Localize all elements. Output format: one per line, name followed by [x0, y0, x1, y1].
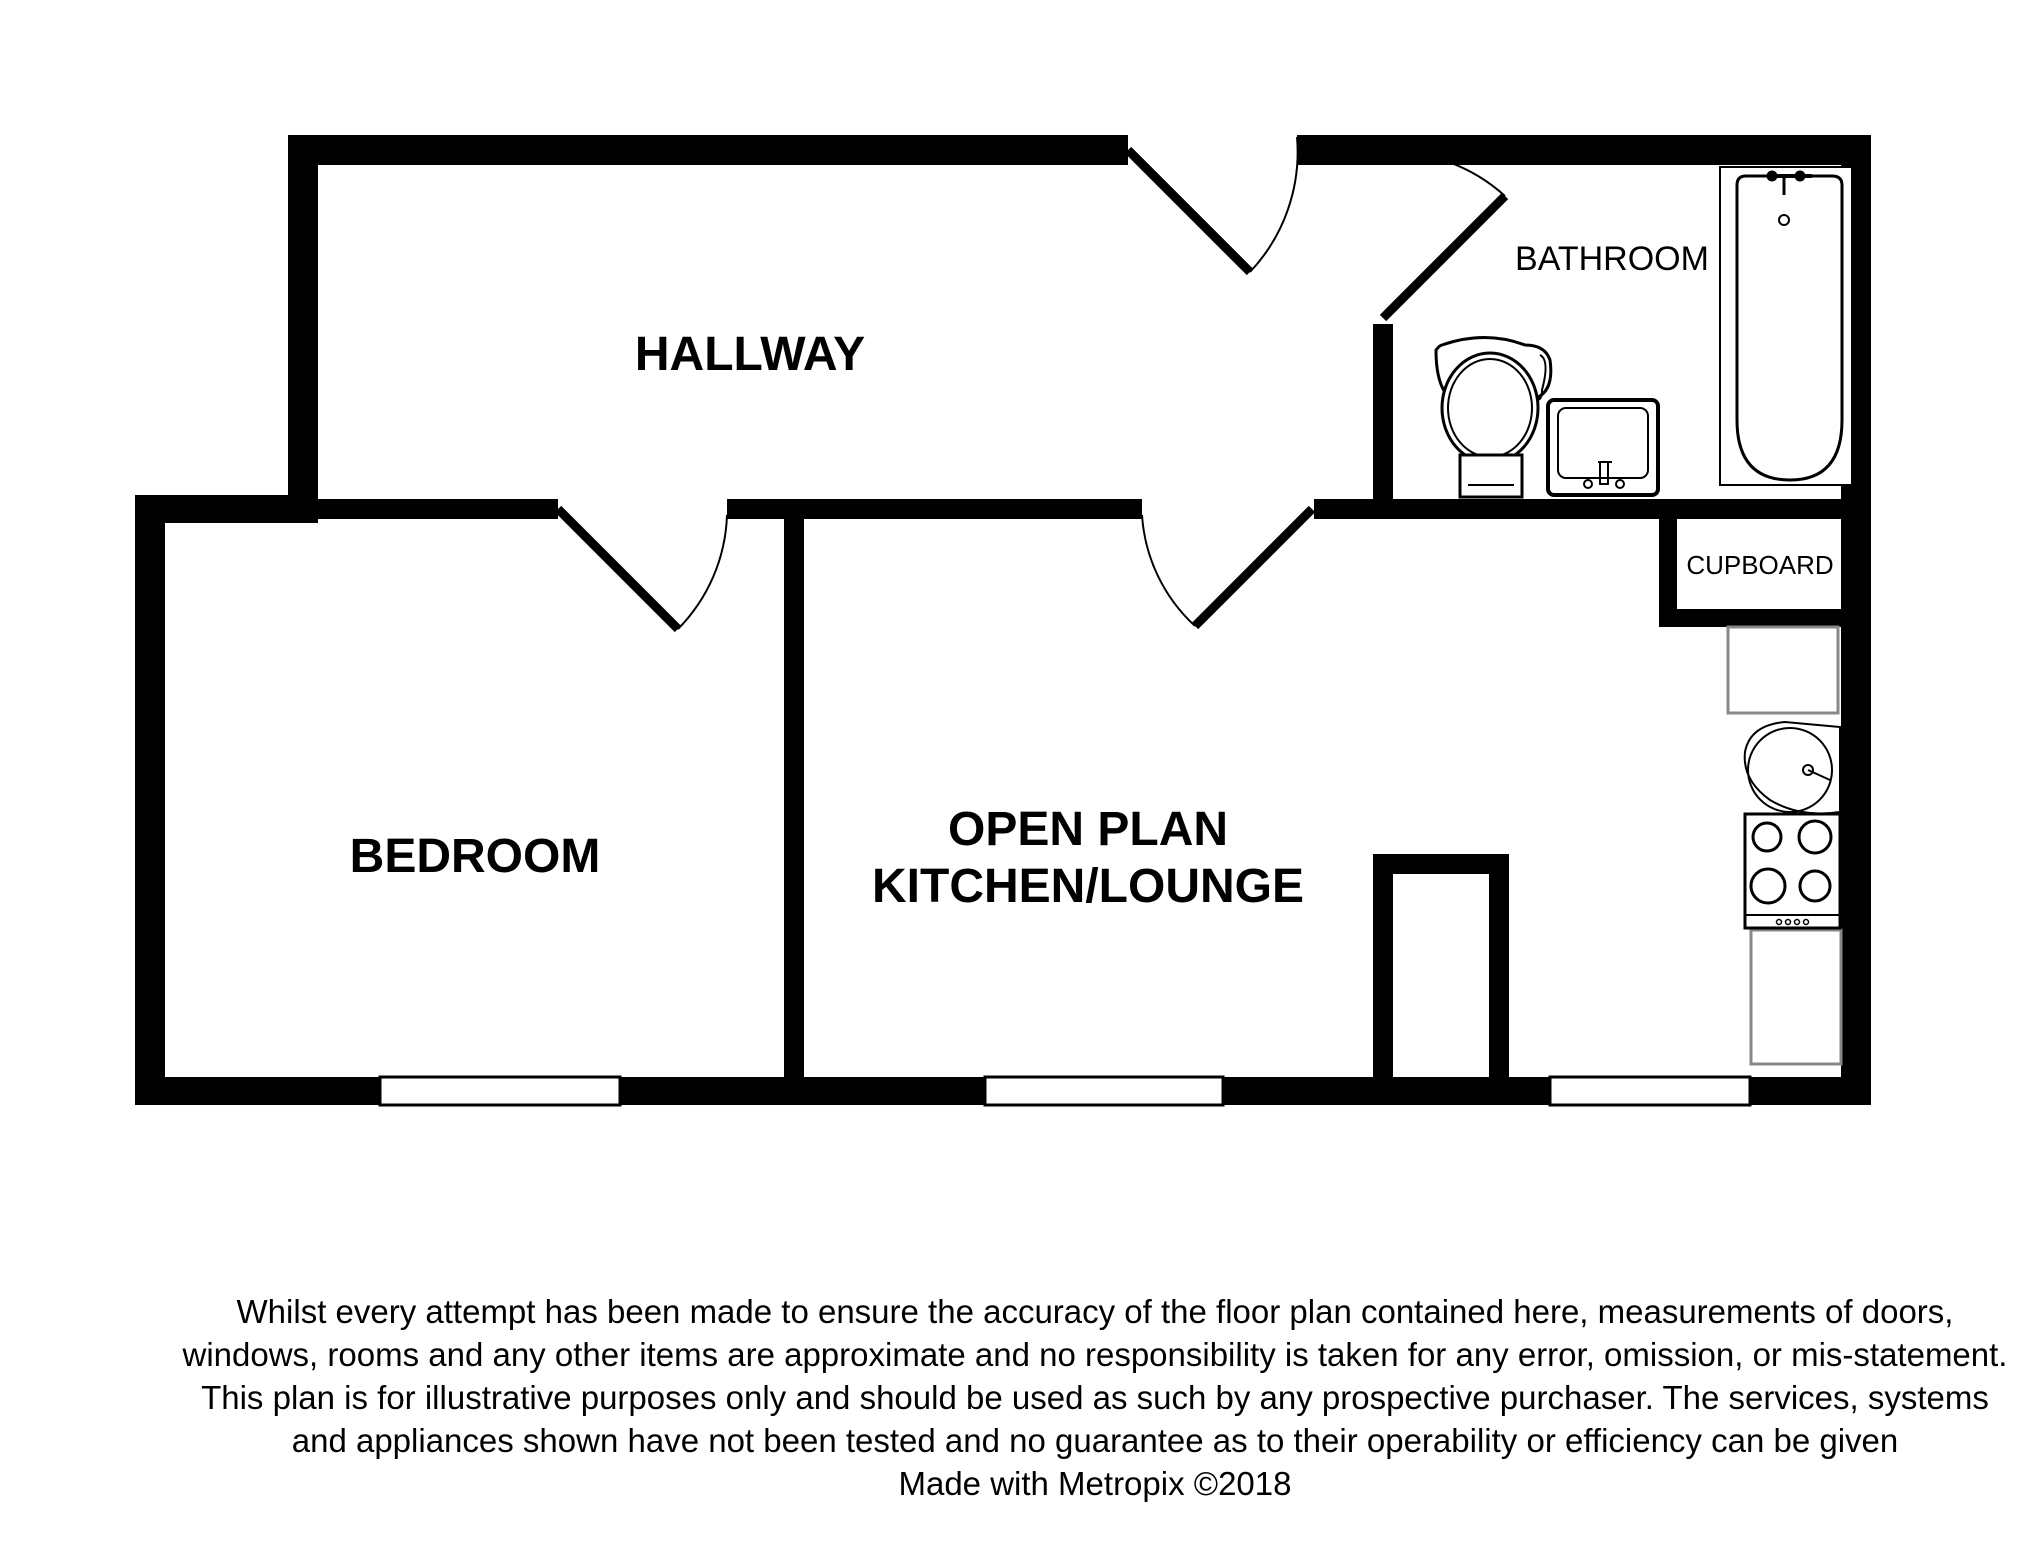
label-kitchen-line2: KITCHEN/LOUNGE — [872, 860, 1304, 913]
bottom-wall-4 — [1750, 1077, 1871, 1105]
label-bathroom: BATHROOM — [1515, 240, 1709, 278]
bedroom-door-swing — [678, 515, 727, 629]
bathroom-door-leaf — [1383, 196, 1505, 318]
basin-icon — [1548, 400, 1658, 495]
bedroom-door-leaf — [558, 509, 678, 629]
cupboard-bottom-wall — [1659, 609, 1871, 627]
cupboard-left-wall — [1659, 505, 1677, 627]
window-kitchen-right — [1550, 1077, 1750, 1105]
disclaimer — [170, 1290, 2020, 1505]
toilet-icon — [1430, 290, 1551, 497]
bathroom-top-wall — [1297, 135, 1871, 165]
bathtub-icon — [1720, 167, 1852, 485]
label-kitchen-line1: OPEN PLAN — [947, 803, 1229, 856]
bedroom-left-wall — [135, 495, 165, 1105]
bathroom-fixtures — [1430, 167, 1852, 497]
label-hallway: HALLWAY — [634, 328, 866, 381]
kitchen-door-swing — [1142, 515, 1195, 626]
bottom-wall-1 — [135, 1077, 380, 1105]
window-kitchen — [985, 1077, 1223, 1105]
hallway-top-wall — [288, 135, 1128, 165]
hob-icon — [1745, 814, 1840, 928]
front-door-swing — [1250, 137, 1298, 272]
chimney-top-wall — [1373, 854, 1509, 874]
chimney-left-wall — [1373, 854, 1393, 1084]
bathroom-bottom-wall — [1314, 499, 1871, 519]
bedroom-kitchen-divider — [784, 505, 804, 1085]
bottom-wall-2 — [620, 1077, 985, 1105]
window-bedroom — [380, 1077, 620, 1105]
front-door-leaf — [1128, 150, 1250, 272]
disclaimer-text: Whilst every attempt has been made to ensure the accuracy of the floor plan contained here, measurements of doors, windows, rooms and any other items are approximate and no responsibility is taken for any error, omission, or mis-statement. This plan is for illustrative purposes only and should be used as such by any prospective purchaser. The services, systems and appliances shown have not been tested and no guarantee as to their operability or efficiency can be given — [182, 1293, 2008, 1459]
hallway-left-wall — [288, 135, 318, 505]
metropix-credit: Made with Metropix ©2018 — [898, 1465, 1292, 1502]
chimney-right-wall — [1489, 854, 1509, 1084]
bathroom-left-wall — [1373, 324, 1393, 514]
bedroom-hall-wall — [318, 499, 558, 519]
label-bedroom: BEDROOM — [349, 830, 601, 883]
room-labels — [350, 240, 1834, 913]
label-cupboard: CUPBOARD — [1686, 550, 1834, 580]
doors — [558, 137, 1505, 629]
kitchen-sink-icon — [1745, 722, 1840, 814]
kitchen-fixtures — [1728, 627, 1841, 1064]
kitchen-door-leaf — [1195, 509, 1312, 626]
walls — [135, 135, 1871, 1105]
